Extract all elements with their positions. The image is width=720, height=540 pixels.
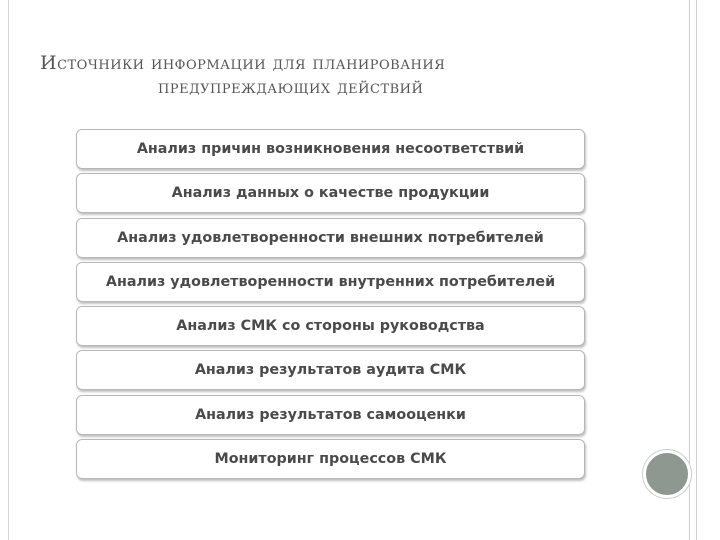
source-box: Анализ результатов самооценки — [76, 395, 585, 435]
source-box: Анализ удовлетворенности внутренних потребителей — [76, 262, 585, 302]
slide-title-line-1: Источники информации для планирования — [40, 52, 446, 74]
source-box: Анализ причин возникновения несоответствий — [76, 129, 585, 169]
source-box: Анализ данных о качестве продукции — [76, 173, 585, 213]
source-list — [76, 129, 585, 483]
source-box: Мониторинг процессов СМК — [76, 439, 585, 479]
decorative-circle — [643, 450, 691, 498]
left-divider-line — [8, 0, 9, 540]
slide-title — [40, 52, 640, 98]
slide-title-line-2: предупреждающих действий — [158, 76, 424, 98]
source-box: Анализ результатов аудита СМК — [76, 350, 585, 390]
source-box: Анализ удовлетворенности внешних потребителей — [76, 218, 585, 258]
source-box: Анализ СМК со стороны руководства — [76, 306, 585, 346]
right-frame-line — [689, 0, 690, 540]
right-frame-line — [696, 0, 697, 540]
